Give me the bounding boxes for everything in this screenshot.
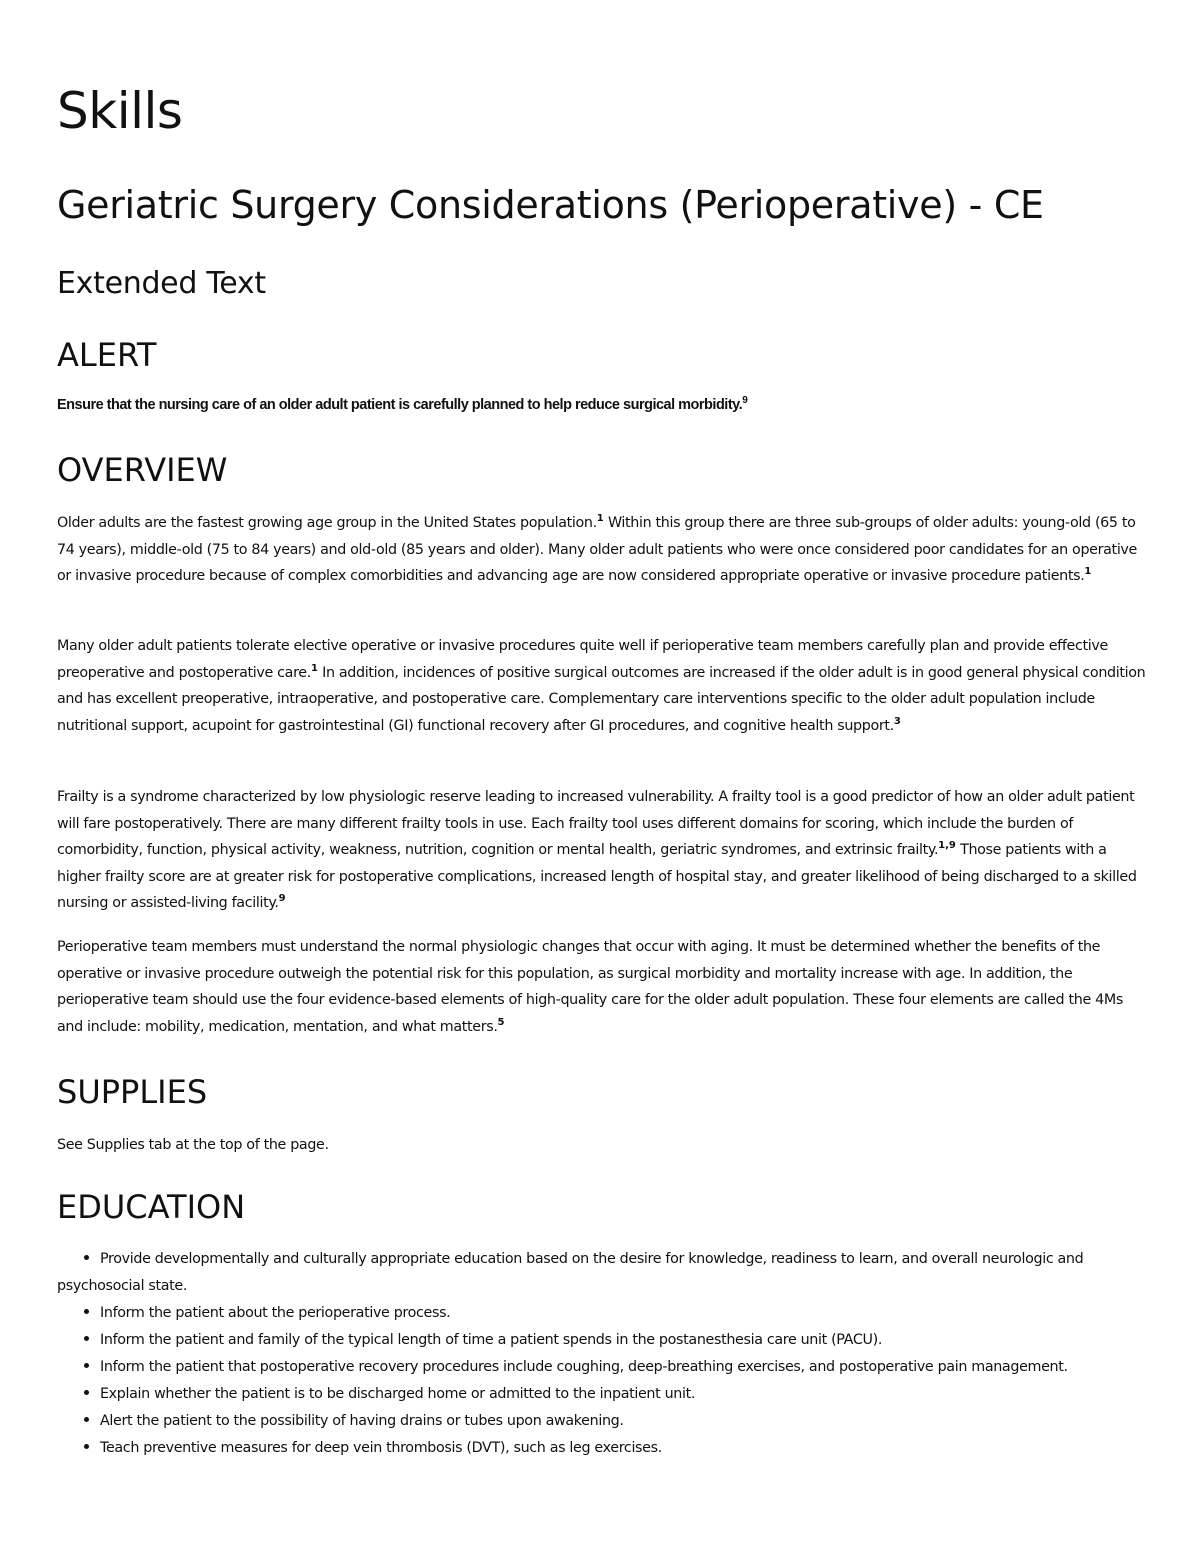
education-heading: EDUCATION — [57, 1188, 246, 1226]
education-list — [57, 1246, 1149, 1462]
page-title: Skills — [57, 82, 183, 140]
list-item: Inform the patient about the perioperative process. — [57, 1300, 1149, 1327]
overview-paragraph-1 — [57, 510, 1149, 590]
bullet-icon — [83, 1443, 90, 1450]
bullet-icon — [83, 1389, 90, 1396]
section-label: Extended Text — [57, 266, 266, 301]
list-item: Inform the patient that postoperative recovery procedures include coughing, deep-breathing exercises, and postoperative pain management. — [57, 1354, 1149, 1381]
bullet-icon — [83, 1308, 90, 1315]
alert-text-body: Ensure that the nursing care of an older adult patient is carefully planned to help reduce surgical morbidity. — [57, 397, 743, 413]
paragraph-text: Older adults are the fastest growing age group in the United States population. — [57, 515, 597, 531]
list-item: Teach preventive measures for deep vein thrombosis (DVT), such as leg exercises. — [57, 1435, 1149, 1462]
citation-ref[interactable]: 1,9 — [938, 840, 956, 851]
paragraph-text: Many older adult patients tolerate elective operative or invasive procedures quite well if perioperative team members carefully plan and provide effective preoperative and postoperative care. — [57, 638, 1108, 681]
alert-text — [57, 397, 748, 413]
bullet-icon — [83, 1335, 90, 1342]
bullet-icon — [83, 1416, 90, 1423]
overview-paragraph-2 — [57, 633, 1149, 739]
citation-ref[interactable]: 5 — [497, 1016, 505, 1028]
document-subtitle: Geriatric Surgery Considerations (Perioperative) - CE — [57, 183, 1044, 227]
citation-ref[interactable]: 9 — [742, 395, 748, 406]
citation-ref[interactable]: 1 — [596, 513, 604, 524]
paragraph-text: In addition, incidences of positive surgical outcomes are increased if the older adult is in good general physical condition and has excellent preoperative, intraoperative, and postoperative care. Complementary care interventions specific to the older adult population include nutritional support, acupoint for gastrointestinal (GI) functional recovery after GI procedures, and cognitive health support. — [57, 664, 1146, 734]
supplies-text: See Supplies tab at the top of the page. — [57, 1137, 329, 1153]
list-item: Explain whether the patient is to be discharged home or admitted to the inpatient unit. — [57, 1381, 1149, 1408]
list-item: Provide developmentally and culturally appropriate education based on the desire for knowledge, readiness to learn, and overall neurologic and psychosocial state. — [57, 1251, 1084, 1294]
list-item: Inform the patient and family of the typical length of time a patient spends in the postanesthesia care unit (PACU). — [57, 1327, 1149, 1354]
supplies-heading: SUPPLIES — [57, 1073, 208, 1111]
citation-ref[interactable]: 9 — [278, 893, 286, 904]
paragraph-text: Within this group there are three sub-groups of older adults: young-old (65 to 74 years), middle-old (75 to 84 years) and old-old (85 years and older). Many older adult patients who were once considered poor candidates for an operative or invasive procedure because of complex comorbidities and advancing age are now considered appropriate operative or invasive procedure patients. — [57, 515, 1137, 584]
paragraph-text: Perioperative team members must understand the normal physiologic changes that occur with aging. It must be determined whether the benefits of the operative or invasive procedure outweigh the potential risk for this population, as surgical morbidity and mortality increase with age. In addition, the perioperative team should use the four evidence-based elements of high-quality care for the older adult population. These four elements are called the 4Ms and include: mobility, medication, mentation, and what matters. — [57, 939, 1123, 1035]
list-item: Alert the patient to the possibility of having drains or tubes upon awakening. — [57, 1408, 1149, 1435]
bullet-icon — [83, 1254, 90, 1261]
alert-heading: ALERT — [57, 336, 157, 374]
paragraph-text: Those patients with a higher frailty score are at greater risk for postoperative complications, increased length of hospital stay, and greater likelihood of being discharged to a skilled nursing or assisted-living facility. — [57, 842, 1137, 911]
citation-ref[interactable]: 1 — [310, 662, 318, 674]
overview-heading: OVERVIEW — [57, 451, 228, 489]
overview-paragraph-4 — [57, 934, 1149, 1040]
citation-ref[interactable]: 1 — [1084, 566, 1092, 577]
bullet-icon — [83, 1362, 90, 1369]
overview-paragraph-3 — [57, 784, 1149, 917]
citation-ref[interactable]: 3 — [893, 715, 901, 727]
paragraph-text: Frailty is a syndrome characterized by low physiologic reserve leading to increased vulnerability. A frailty tool is a good predictor of how an older adult patient will fare postoperatively. There are many different frailty tools in use. Each frailty tool uses different domains for scoring, which include the burden of comorbidity, function, physical activity, weakness, nutrition, cognition or mental health, geriatric syndromes, and extrinsic frailty. — [57, 789, 1135, 858]
